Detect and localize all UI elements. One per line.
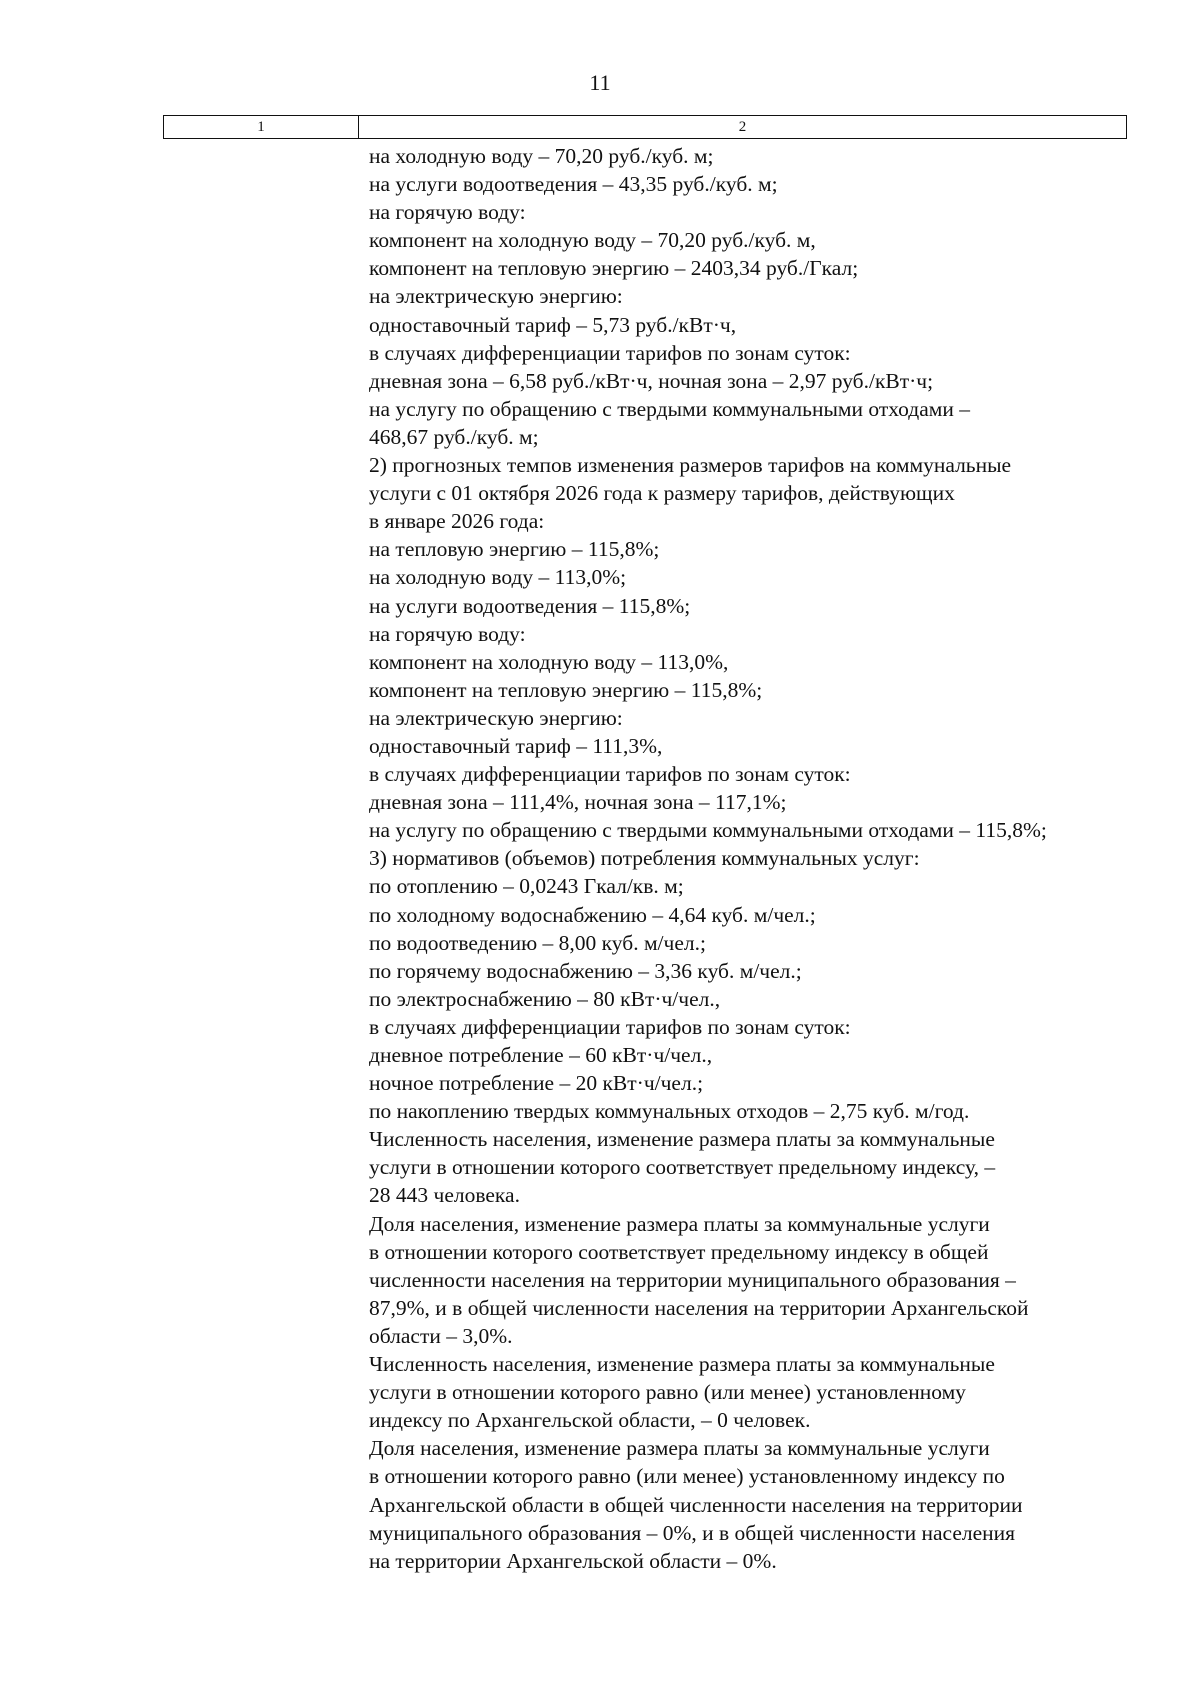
text-line: компонент на тепловую энергию – 2403,34 руб./Гкал; [369,256,859,281]
text-line: на электрическую энергию: [369,284,623,309]
text-line: 3) нормативов (объемов) потребления коммунальных услуг: [369,846,920,871]
text-line: в отношении которого равно (или менее) установленному индексу по [369,1464,1005,1489]
text-line: дневная зона – 6,58 руб./кВт·ч, ночная зона – 2,97 руб./кВт·ч; [369,368,934,393]
table-header-col-2: 2 [738,119,747,135]
text-line: численности населения на территории муниципального образования – [369,1267,1016,1292]
text-line: ночное потребление – 20 кВт·ч/чел.; [369,1071,704,1096]
text-line: 468,67 руб./куб. м; [369,424,539,449]
table-header-col-1: 1 [164,116,359,138]
text-line: на холодную воду – 70,20 руб./куб. м; [369,144,714,168]
text-line: Численность населения, изменение размера платы за коммунальные [369,1352,995,1377]
text-line: на электрическую энергию: [369,705,623,730]
text-line: 87,9%, и в общей численности населения на территории Архангельской [369,1295,1029,1320]
text-line: области – 3,0%. [369,1323,513,1348]
text-line: компонент на холодную воду – 113,0%, [369,649,729,674]
text-line: муниципального образования – 0%, и в общей численности населения [369,1520,1016,1545]
text-line: в случаях дифференциации тарифов по зонам суток: [369,762,851,787]
text-line: услуги в отношении которого равно (или менее) установленному [369,1380,966,1405]
text-line: услуги с 01 октября 2026 года к размеру тарифов, действующих [369,481,955,506]
text-line: индексу по Архангельской области, – 0 человек. [369,1408,811,1433]
text-line: по электроснабжению – 80 кВт·ч/чел., [369,986,721,1011]
text-line: Численность населения, изменение размера платы за коммунальные [369,1127,995,1152]
text-line: одноставочный тариф – 111,3%, [369,733,663,758]
text-line: одноставочный тариф – 5,73 руб./кВт·ч, [369,312,737,337]
text-line: по накоплению твердых коммунальных отходов – 2,75 куб. м/год. [369,1099,970,1124]
text-line: компонент на тепловую энергию – 115,8%; [369,677,763,702]
text-line: 2) прогнозных темпов изменения размеров тарифов на коммунальные [369,453,1012,478]
text-line: на территории Архангельской области – 0%. [369,1548,777,1573]
text-line: 28 443 человека. [369,1183,520,1208]
text-line: в случаях дифференциации тарифов по зонам суток: [369,340,851,365]
text-line: на холодную воду – 113,0%; [369,565,627,590]
text-line: по холодному водоснабжению – 4,64 куб. м/чел.; [369,902,816,927]
text-line: в случаях дифференциации тарифов по зонам суток: [369,1014,851,1039]
page-number: 11 [589,70,611,95]
text-line: Доля населения, изменение размера платы за коммунальные услуги [369,1436,990,1461]
text-line: на услугу по обращению с твердыми коммунальными отходами – [369,396,971,421]
document-body-text [369,142,1129,1575]
text-line: по отоплению – 0,0243 Гкал/кв. м; [369,874,684,899]
text-line: дневное потребление – 60 кВт·ч/чел., [369,1043,713,1067]
text-line: дневная зона – 111,4%, ночная зона – 117,1%; [369,790,787,815]
text-line: в январе 2026 года: [369,509,545,534]
text-line: по горячему водоснабжению – 3,36 куб. м/чел.; [369,958,802,983]
text-line: компонент на холодную воду – 70,20 руб./куб. м, [369,228,816,253]
text-line: Архангельской области в общей численности населения на территории [369,1492,1023,1517]
text-line: на услуги водоотведения – 115,8%; [369,593,691,618]
text-line: на услугу по обращению с твердыми коммунальными отходами – 115,8%; [369,818,1047,843]
text-line: на услуги водоотведения – 43,35 руб./куб. м; [369,172,778,197]
table-header-row [163,115,1127,139]
text-line: услуги в отношении которого соответствует предельному индексу, – [369,1155,996,1180]
text-line: в отношении которого соответствует предельному индексу в общей [369,1239,989,1264]
text-line: на горячую воду: [369,200,526,225]
text-line: по водоотведению – 8,00 куб. м/чел.; [369,930,706,955]
text-line: на тепловую энергию – 115,8%; [369,537,660,562]
text-line: Доля населения, изменение размера платы за коммунальные услуги [369,1211,990,1236]
text-line: на горячую воду: [369,621,526,646]
